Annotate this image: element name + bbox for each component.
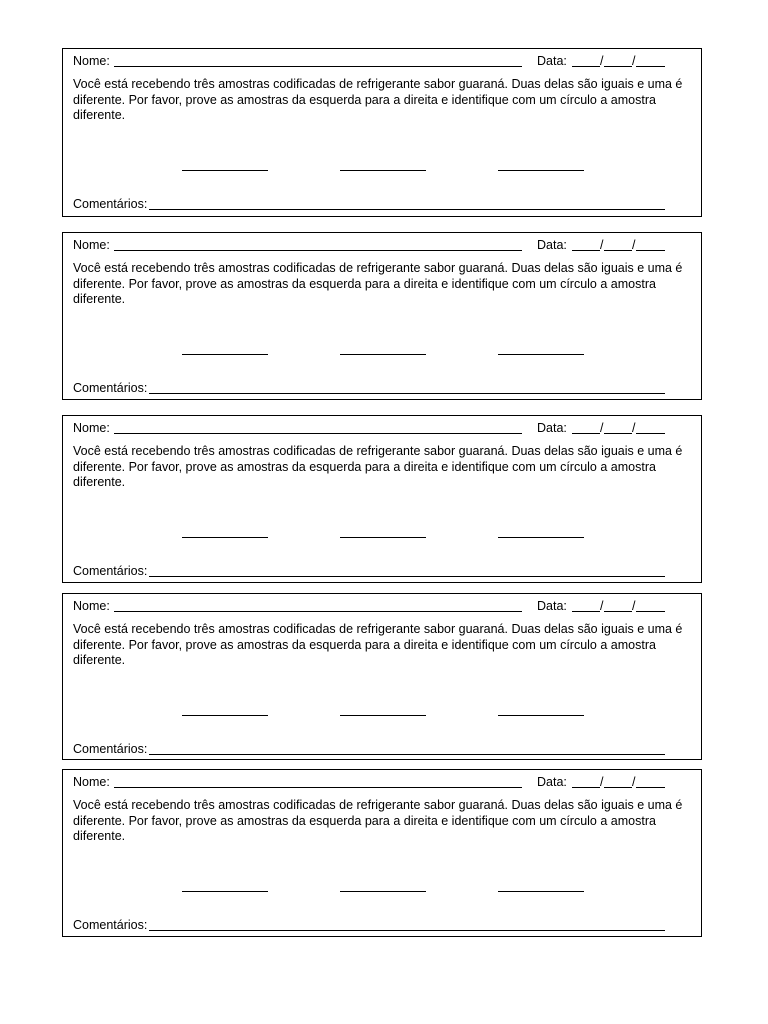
- ballot-card-5: [62, 769, 702, 937]
- sample-code-field-2[interactable]: [340, 715, 426, 716]
- sample-code-field-2[interactable]: [340, 170, 426, 171]
- sample-code-field-1[interactable]: [182, 537, 268, 538]
- instructions-text: Você está recebendo três amostras codificadas de refrigerante sabor guaraná. Duas delas são iguais e uma é diferente. Por favor, prove as amostras da esquerda para a direita e identifique com um círculo a amostra diferente.: [73, 77, 683, 122]
- ballot-card-3: [62, 415, 702, 583]
- date-month-field[interactable]: [604, 250, 632, 251]
- ballot-card-2: [62, 232, 702, 400]
- sample-code-field-3[interactable]: [498, 537, 584, 538]
- date-day-field[interactable]: [572, 66, 600, 67]
- date-day-field[interactable]: [572, 250, 600, 251]
- instructions-text: Você está recebendo três amostras codificadas de refrigerante sabor guaraná. Duas delas são iguais e uma é diferente. Por favor, prove as amostras da esquerda para a direita e identifique com um círculo a amostra diferente.: [73, 261, 683, 306]
- date-label: Data:: [537, 775, 567, 789]
- comments-field[interactable]: [149, 930, 665, 931]
- header-row: [73, 598, 665, 614]
- date-month-field[interactable]: [604, 787, 632, 788]
- name-label: Nome:: [73, 421, 110, 435]
- date-day-field[interactable]: [572, 433, 600, 434]
- sample-code-field-1[interactable]: [182, 891, 268, 892]
- sample-code-field-3[interactable]: [498, 354, 584, 355]
- sample-code-field-1[interactable]: [182, 715, 268, 716]
- instructions-text: Você está recebendo três amostras codificadas de refrigerante sabor guaraná. Duas delas são iguais e uma é diferente. Por favor, prove as amostras da esquerda para a direita e identifique com um círculo a amostra diferente.: [73, 798, 683, 843]
- comments-label: Comentários:: [73, 918, 148, 932]
- date-year-field[interactable]: [636, 250, 665, 251]
- comments-label: Comentários:: [73, 742, 148, 756]
- date-separator: /: [600, 238, 604, 252]
- date-separator: /: [600, 599, 604, 613]
- date-separator: /: [632, 54, 636, 68]
- instructions-text: Você está recebendo três amostras codificadas de refrigerante sabor guaraná. Duas delas são iguais e uma é diferente. Por favor, prove as amostras da esquerda para a direita e identifique com um círculo a amostra diferente.: [73, 622, 683, 667]
- date-year-field[interactable]: [636, 433, 665, 434]
- date-separator: /: [600, 421, 604, 435]
- sample-code-field-3[interactable]: [498, 170, 584, 171]
- date-separator: /: [632, 775, 636, 789]
- header-row: [73, 420, 665, 436]
- date-month-field[interactable]: [604, 66, 632, 67]
- comments-row: [73, 380, 665, 396]
- header-row: [73, 237, 665, 253]
- date-year-field[interactable]: [636, 787, 665, 788]
- date-day-field[interactable]: [572, 787, 600, 788]
- name-label: Nome:: [73, 54, 110, 68]
- sample-code-field-2[interactable]: [340, 537, 426, 538]
- name-field[interactable]: [114, 787, 522, 788]
- comments-row: [73, 196, 665, 212]
- sample-code-field-2[interactable]: [340, 354, 426, 355]
- sample-code-field-3[interactable]: [498, 715, 584, 716]
- comments-row: [73, 741, 665, 757]
- header-row: [73, 774, 665, 790]
- name-field[interactable]: [114, 66, 522, 67]
- date-month-field[interactable]: [604, 433, 632, 434]
- header-row: [73, 53, 665, 69]
- name-field[interactable]: [114, 433, 522, 434]
- sample-code-field-2[interactable]: [340, 891, 426, 892]
- name-field[interactable]: [114, 611, 522, 612]
- comments-field[interactable]: [149, 393, 665, 394]
- ballot-card-1: [62, 48, 702, 217]
- date-separator: /: [632, 238, 636, 252]
- comments-field[interactable]: [149, 754, 665, 755]
- name-label: Nome:: [73, 238, 110, 252]
- date-label: Data:: [537, 599, 567, 613]
- date-month-field[interactable]: [604, 611, 632, 612]
- comments-label: Comentários:: [73, 197, 148, 211]
- comments-field[interactable]: [149, 209, 665, 210]
- date-label: Data:: [537, 54, 567, 68]
- date-separator: /: [600, 775, 604, 789]
- date-separator: /: [632, 599, 636, 613]
- comments-label: Comentários:: [73, 381, 148, 395]
- date-separator: /: [600, 54, 604, 68]
- comments-row: [73, 563, 665, 579]
- date-separator: /: [632, 421, 636, 435]
- ballot-card-4: [62, 593, 702, 760]
- sample-code-field-3[interactable]: [498, 891, 584, 892]
- name-field[interactable]: [114, 250, 522, 251]
- date-year-field[interactable]: [636, 66, 665, 67]
- name-label: Nome:: [73, 775, 110, 789]
- date-label: Data:: [537, 238, 567, 252]
- instructions-text: Você está recebendo três amostras codificadas de refrigerante sabor guaraná. Duas delas são iguais e uma é diferente. Por favor, prove as amostras da esquerda para a direita e identifique com um círculo a amostra diferente.: [73, 444, 683, 489]
- name-label: Nome:: [73, 599, 110, 613]
- comments-label: Comentários:: [73, 564, 148, 578]
- comments-field[interactable]: [149, 576, 665, 577]
- sample-code-field-1[interactable]: [182, 170, 268, 171]
- date-day-field[interactable]: [572, 611, 600, 612]
- comments-row: [73, 917, 665, 933]
- sample-code-field-1[interactable]: [182, 354, 268, 355]
- date-label: Data:: [537, 421, 567, 435]
- date-year-field[interactable]: [636, 611, 665, 612]
